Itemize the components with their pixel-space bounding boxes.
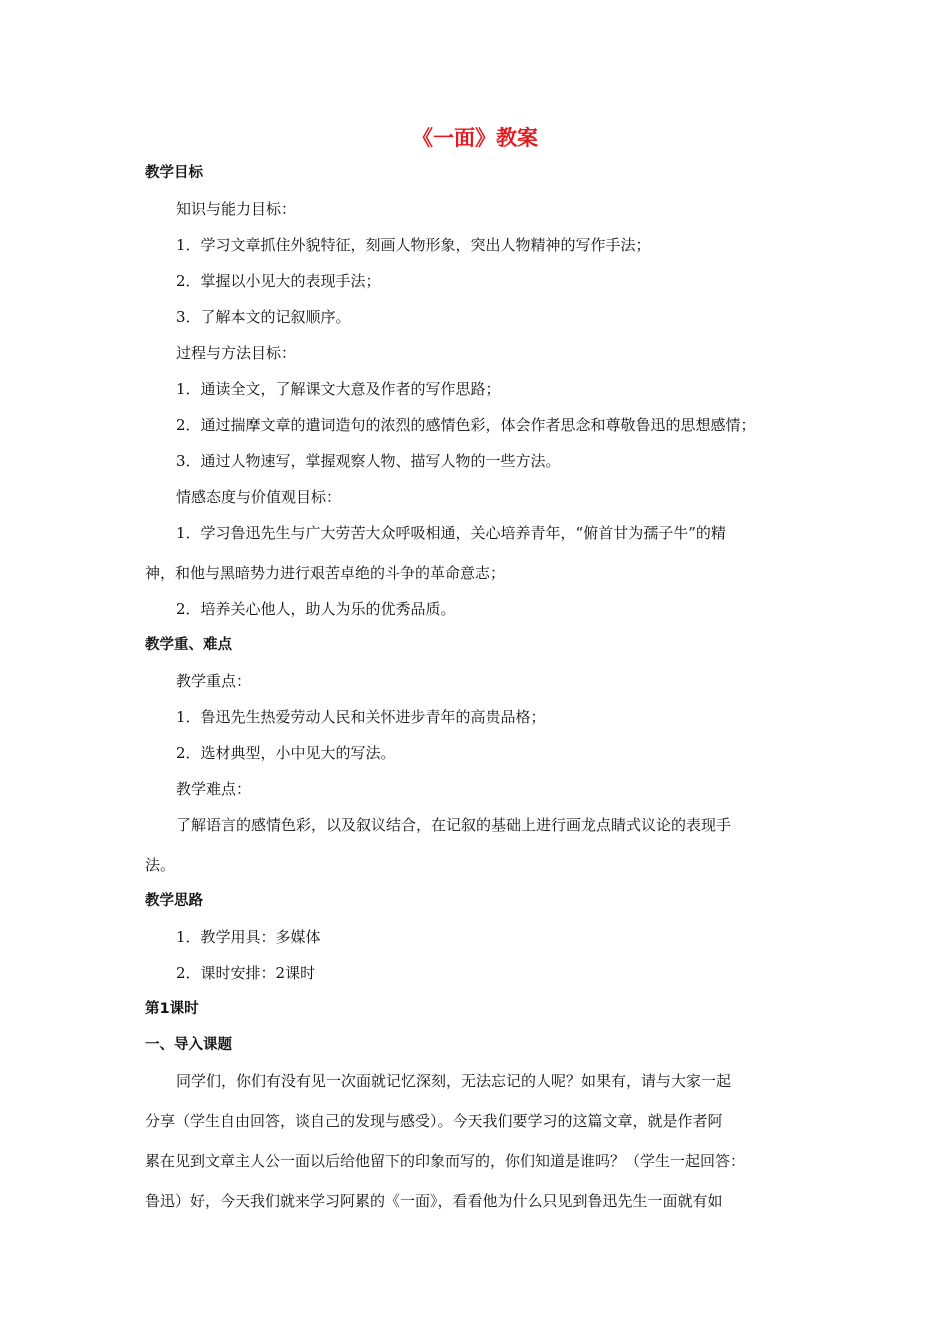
section-heading-lesson-1: 第1课时 [145,1001,199,1017]
paragraph-line: 情感态度与价值观目标： [176,488,342,506]
paragraph-line: 2．课时安排：2课时 [176,964,316,982]
paragraph-line: 2．通过揣摩文章的遣词造句的浓烈的感情色彩，体会作者思念和尊敬鲁迅的思想感情； [176,416,756,434]
paragraph-line: 知识与能力目标： [176,200,297,218]
paragraph-line: 法。 [145,856,176,874]
paragraph-line: 教学难点： [176,780,252,798]
paragraph-line: 分享（学生自由回答，谈自己的发现与感受）。今天我们要学习的这篇文章，就是作者阿 [145,1112,723,1130]
paragraph-line: 1．学习鲁迅先生与广大劳苦大众呼吸相通，关心培养青年，“俯首甘为孺子牛”的精 [176,524,726,542]
paragraph-line: 2．选材典型，小中见大的写法。 [176,744,396,762]
paragraph-line: 同学们，你们有没有见一次面就记忆深刻，无法忘记的人呢？如果有，请与大家一起 [176,1072,732,1090]
paragraph-line: 2．掌握以小见大的表现手法； [176,272,381,290]
paragraph-line: 3．了解本文的记叙顺序。 [176,308,351,326]
paragraph-line: 鲁迅）好，今天我们就来学习阿累的《一面》，看看他为什么只见到鲁迅先生一面就有如 [145,1192,723,1210]
document-title: 《一面》教案 [412,125,538,150]
paragraph-line: 神，和他与黑暗势力进行艰苦卓绝的斗争的革命意志； [145,564,506,582]
section-heading-introduction: 一、导入课题 [145,1037,232,1053]
paragraph-line: 了解语言的感情色彩，以及叙议结合，在记叙的基础上进行画龙点睛式议论的表现手 [176,816,732,834]
paragraph-line: 1．通读全文，了解课文大意及作者的写作思路； [176,380,501,398]
paragraph-line: 3．通过人物速写，掌握观察人物、描写人物的一些方法。 [176,452,561,470]
paragraph-line: 过程与方法目标： [176,344,297,362]
paragraph-line: 教学重点： [176,672,252,690]
section-heading-objectives: 教学目标 [145,165,203,181]
section-heading-key-points: 教学重、难点 [145,637,232,653]
paragraph-line: 1．鲁迅先生热爱劳动人民和关怀进步青年的高贵品格； [176,708,546,726]
paragraph-line: 1．教学用具：多媒体 [176,928,321,946]
section-heading-approach: 教学思路 [145,893,203,909]
paragraph-line: 1．学习文章抓住外貌特征，刻画人物形象，突出人物精神的写作手法； [176,236,651,254]
paragraph-line: 累在见到文章主人公一面以后给他留下的印象而写的，你们知道是谁吗？（学生一起回答： [145,1152,746,1170]
paragraph-line: 2．培养关心他人，助人为乐的优秀品质。 [176,600,456,618]
